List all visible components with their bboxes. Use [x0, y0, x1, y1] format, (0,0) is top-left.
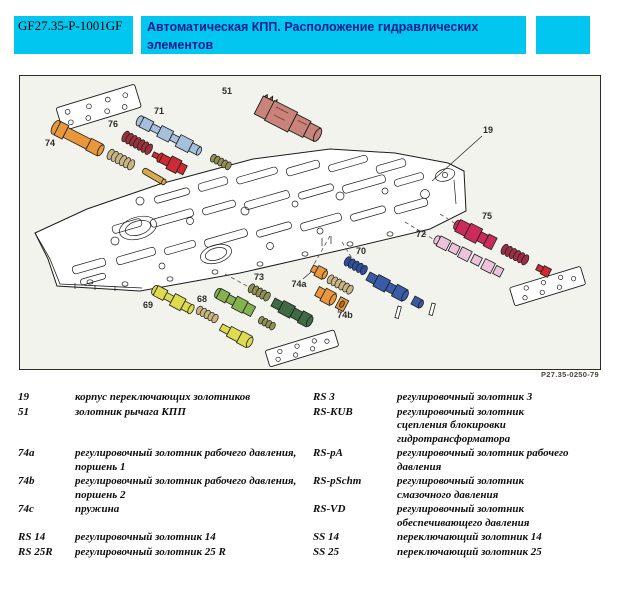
doc-code-cell	[14, 16, 133, 54]
legend-key: 51	[18, 405, 29, 418]
legend-key: 74a	[18, 447, 35, 459]
valve-red-small	[535, 263, 552, 277]
legend-desc: регулировочный золотник обеспечивающего давления	[397, 503, 530, 529]
callout-71: 71	[153, 106, 165, 116]
callout-68: 68	[196, 294, 208, 304]
callout-74: 74	[44, 138, 56, 148]
spring-tan-74	[106, 148, 137, 171]
mounting-plate-bottom	[265, 330, 339, 367]
valve-74a	[309, 263, 329, 280]
valve-70	[365, 270, 410, 302]
legend-desc: регулировочный золотник 3	[397, 391, 533, 403]
legend-key: 74c	[18, 503, 34, 515]
legend-desc: переключающий золотник 25	[397, 545, 542, 558]
legend-desc: переключающий золотник 14	[397, 531, 542, 543]
callout-70: 70	[355, 246, 367, 256]
callout-74b: 74b	[337, 310, 353, 320]
legend-desc: регулировочный золотник 14	[75, 531, 216, 543]
shaft-51	[254, 92, 327, 146]
callout-74a: 74a	[291, 279, 307, 289]
legend-desc: регулировочный золотник сцепления блокировки гидротрансформатора	[397, 405, 525, 445]
page-title: Автоматическая КПП. Расположение гидравлических элементов	[141, 16, 526, 54]
valve-red	[150, 148, 188, 177]
valve-body	[35, 149, 466, 291]
legend-key: RS-KUB	[313, 405, 353, 418]
callout-73: 73	[253, 272, 265, 282]
figure-reference: P27.35-0250-79	[541, 370, 599, 379]
legend-desc: регулировочный золотник рабочего давления	[397, 447, 569, 473]
spring-blue	[343, 256, 369, 276]
legend-desc: пружина	[75, 503, 120, 515]
pin-right	[429, 303, 435, 315]
legend-desc: регулировочный золотник 25 R	[75, 545, 226, 558]
rod-yellow	[142, 167, 168, 185]
callout-69: 69	[142, 300, 154, 310]
spring-69	[195, 305, 220, 324]
doc-code: GF27.35-P-1001GF	[18, 18, 123, 33]
callout-75: 75	[481, 211, 493, 221]
mounting-plate-top	[56, 84, 141, 131]
callout-74a-leader	[303, 272, 311, 279]
legend-key: RS-VD	[313, 503, 346, 515]
callout-19: 19	[482, 125, 494, 135]
legend-key: 74b	[18, 475, 35, 487]
legend-desc: регулировочный золотник рабочего давления, поршень 2	[75, 475, 297, 501]
pin-left	[395, 306, 401, 318]
legend-key: RS-pA	[313, 447, 343, 459]
legend-desc: золотник рычага КПП	[75, 405, 186, 418]
spring-75	[500, 243, 531, 266]
spring-73	[247, 283, 272, 302]
legend-desc: регулировочный золотник смазочного давления	[397, 475, 525, 501]
legend-key: SS 14	[313, 531, 339, 543]
valve-74b	[314, 285, 339, 307]
legend-key: 19	[18, 391, 29, 403]
valve-darkgreen	[270, 296, 315, 328]
legend-table	[18, 391, 620, 560]
callout-72: 72	[415, 229, 427, 239]
legend-desc: корпус переключающих золотников	[75, 391, 251, 403]
callout-76: 76	[107, 119, 119, 129]
header-empty-cell	[536, 16, 590, 54]
legend-key: RS 25R	[18, 545, 53, 558]
valve-70-cube	[411, 296, 425, 309]
figure-svg	[19, 75, 601, 370]
legend-key: RS 14	[18, 531, 46, 543]
spring-olive-small	[257, 315, 276, 330]
legend-desc: регулировочный золотник рабочего давления, поршень 1	[75, 447, 297, 473]
legend-key: RS-pSchm	[313, 475, 362, 487]
spring-76	[120, 130, 154, 156]
valve-69	[150, 283, 197, 316]
legend-key: RS 3	[313, 391, 335, 403]
valve-69b	[218, 321, 255, 349]
legend-key: SS 25	[313, 545, 339, 558]
callout-51: 51	[221, 86, 233, 96]
